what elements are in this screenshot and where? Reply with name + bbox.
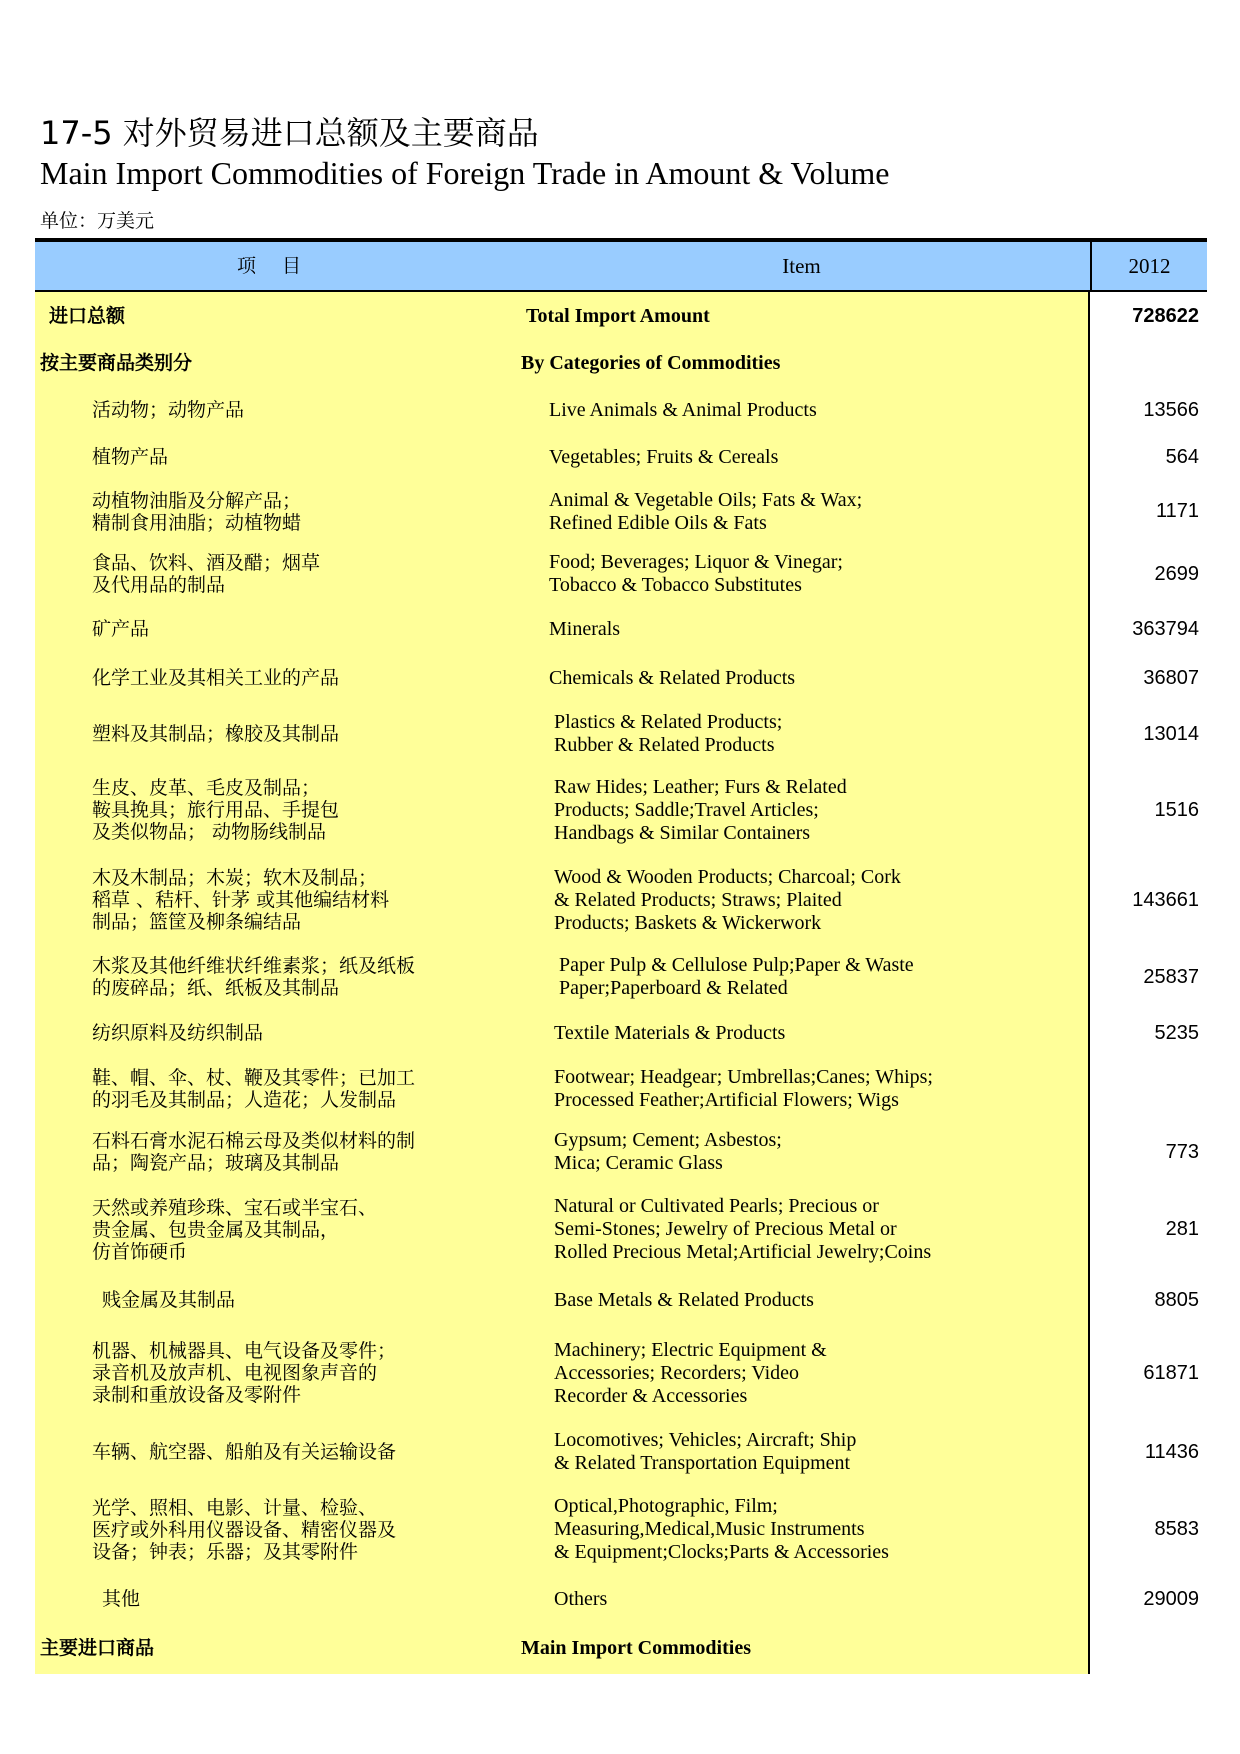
- row-label-en: Vegetables; Fruits & Cereals: [513, 434, 1090, 480]
- row-label-cn: 矿产品: [35, 605, 513, 653]
- table-row: [35, 1325, 1207, 1421]
- row-label-en: Food; Beverages; Liquor & Vinegar; Tobacco & Tobacco Substitutes: [513, 543, 1090, 605]
- row-value: 1516: [1154, 798, 1199, 821]
- table-row: [35, 434, 1207, 480]
- row-label-cn: 木及木制品；木炭；软木及制品； 稻草 、秸杆、针茅 或其他编结材料 制品；篮筐及柳条编结品: [35, 855, 513, 945]
- import-table: [35, 238, 1207, 1674]
- row-value: 29009: [1143, 1587, 1199, 1610]
- header-item-cn: 项 目: [236, 255, 312, 277]
- row-label-cn: 按主要商品类别分: [35, 340, 513, 386]
- row-label-en: Raw Hides; Leather; Furs & Related Products; Saddle;Travel Articles; Handbags & Similar Containers: [513, 765, 1090, 855]
- header-year: 2012: [1128, 254, 1171, 278]
- page-title-cn: 17-5 对外贸易进口总额及主要商品: [40, 114, 539, 152]
- row-label-en: Paper Pulp & Cellulose Pulp;Paper & Waste Paper;Paperboard & Related: [513, 945, 1090, 1009]
- row-label-en: Live Animals & Animal Products: [513, 386, 1090, 434]
- row-label-en: Chemicals & Related Products: [513, 653, 1090, 703]
- row-label-cn: 纺织原料及纺织制品: [35, 1009, 513, 1057]
- row-label-cn: 化学工业及其相关工业的产品: [35, 653, 513, 703]
- row-label-en: Locomotives; Vehicles; Aircraft; Ship & Related Transportation Equipment: [513, 1421, 1090, 1483]
- row-label-cn: 生皮、皮革、毛皮及制品； 鞍具挽具；旅行用品、手提包 及类似物品； 动物肠线制品: [35, 765, 513, 855]
- row-label-cn: 动植物油脂及分解产品； 精制食用油脂；动植物蜡: [35, 480, 513, 543]
- row-label-cn: 石料石膏水泥石棉云母及类似材料的制 品；陶瓷产品；玻璃及其制品: [35, 1120, 513, 1184]
- table-row: [35, 386, 1207, 434]
- row-label-en: Base Metals & Related Products: [513, 1275, 1090, 1325]
- row-label-cn: 进口总额: [35, 292, 513, 340]
- table-row: [35, 1576, 1207, 1622]
- row-label-en: Gypsum; Cement; Asbestos; Mica; Ceramic Glass: [513, 1120, 1090, 1184]
- table-row: [35, 292, 1207, 340]
- table-header: [35, 242, 1207, 292]
- row-label-en: Natural or Cultivated Pearls; Precious or Semi-Stones; Jewelry of Precious Metal or Rolled Precious Metal;Artificial Jewelry;Coins: [513, 1184, 1090, 1275]
- unit-label: 单位：万美元: [40, 210, 155, 232]
- row-label-cn: 天然或养殖珍珠、宝石或半宝石、 贵金属、包贵金属及其制品， 仿首饰硬币: [35, 1184, 513, 1275]
- page-title-en: Main Import Commodities of Foreign Trade in Amount & Volume: [40, 155, 890, 191]
- table-row: [35, 1009, 1207, 1057]
- row-value: [1090, 340, 1205, 386]
- table-row: [35, 1184, 1207, 1275]
- table-row: [35, 1120, 1207, 1184]
- table-row: [35, 480, 1207, 543]
- row-label-en: Plastics & Related Products; Rubber & Related Products: [513, 703, 1090, 765]
- table-row: [35, 340, 1207, 386]
- row-label-en: Main Import Commodities: [513, 1622, 1090, 1674]
- row-label-en: Minerals: [513, 605, 1090, 653]
- row-value: 25837: [1143, 965, 1199, 988]
- row-label-cn: 食品、饮料、酒及醋；烟草 及代用品的制品: [35, 543, 513, 605]
- row-label-cn: 活动物；动物产品: [35, 386, 513, 434]
- row-value: 2699: [1154, 562, 1199, 585]
- row-label-cn: 贱金属及其制品: [35, 1275, 513, 1325]
- row-label-cn: 车辆、航空器、船舶及有关运输设备: [35, 1421, 513, 1483]
- table-row: [35, 945, 1207, 1009]
- row-value: 5235: [1154, 1021, 1199, 1044]
- row-label-cn: 塑料及其制品；橡胶及其制品: [35, 703, 513, 765]
- table-row: [35, 1622, 1207, 1674]
- row-label-en: Machinery; Electric Equipment & Accessories; Recorders; Video Recorder & Accessories: [513, 1325, 1090, 1421]
- row-value: 728622: [1132, 304, 1199, 327]
- header-item-en: Item: [513, 242, 1092, 290]
- table-row: [35, 1057, 1207, 1120]
- row-label-cn: 机器、机械器具、电气设备及零件； 录音机及放声机、电视图象声音的 录制和重放设备及零附件: [35, 1325, 513, 1421]
- row-label-cn: 主要进口商品: [35, 1622, 513, 1674]
- row-label-en: Textile Materials & Products: [513, 1009, 1090, 1057]
- row-value: 564: [1165, 445, 1199, 468]
- table-row: [35, 605, 1207, 653]
- row-value: 363794: [1132, 617, 1199, 640]
- table-row: [35, 653, 1207, 703]
- row-value: 13566: [1143, 398, 1199, 421]
- row-label-cn: 鞋、帽、伞、杖、鞭及其零件；已加工 的羽毛及其制品；人造花；人发制品: [35, 1057, 513, 1120]
- row-value: 36807: [1143, 666, 1199, 689]
- row-label-en: Optical,Photographic, Film; Measuring,Medical,Music Instruments & Equipment;Clocks;Parts & Accessories: [513, 1483, 1090, 1576]
- table-row: [35, 765, 1207, 855]
- row-label-en: Wood & Wooden Products; Charcoal; Cork & Related Products; Straws; Plaited Products; Baskets & Wickerwork: [513, 855, 1090, 945]
- table-row: [35, 543, 1207, 605]
- row-value: [1090, 1057, 1205, 1120]
- row-value: 281: [1165, 1218, 1199, 1240]
- table-row: [35, 855, 1207, 945]
- row-label-en: Animal & Vegetable Oils; Fats & Wax; Refined Edible Oils & Fats: [513, 480, 1090, 543]
- row-value: 11436: [1144, 1440, 1199, 1463]
- row-label-en: By Categories of Commodities: [513, 340, 1090, 386]
- row-value: 143661: [1132, 888, 1199, 911]
- row-value: [1090, 1622, 1205, 1674]
- row-value: 1171: [1155, 500, 1199, 522]
- row-value: 8583: [1154, 1518, 1199, 1540]
- row-label-cn: 其他: [35, 1576, 513, 1622]
- row-label-en: Footwear; Headgear; Umbrellas;Canes; Whips; Processed Feather;Artificial Flowers; Wigs: [513, 1057, 1090, 1120]
- table-row: [35, 1275, 1207, 1325]
- row-value: 13014: [1143, 722, 1199, 745]
- row-label-cn: 光学、照相、电影、计量、检验、 医疗或外科用仪器设备、精密仪器及 设备；钟表；乐器；及其零附件: [35, 1483, 513, 1576]
- row-label-cn: 木浆及其他纤维状纤维素浆；纸及纸板 的废碎品；纸、纸板及其制品: [35, 945, 513, 1009]
- row-value: 61871: [1143, 1361, 1199, 1384]
- row-label-en: Total Import Amount: [513, 292, 1090, 340]
- row-label-en: Others: [513, 1576, 1090, 1622]
- row-label-cn: 植物产品: [35, 434, 513, 480]
- table-row: [35, 703, 1207, 765]
- row-value: 773: [1165, 1140, 1199, 1163]
- row-value: 8805: [1154, 1288, 1199, 1311]
- table-row: [35, 1421, 1207, 1483]
- table-row: [35, 1483, 1207, 1576]
